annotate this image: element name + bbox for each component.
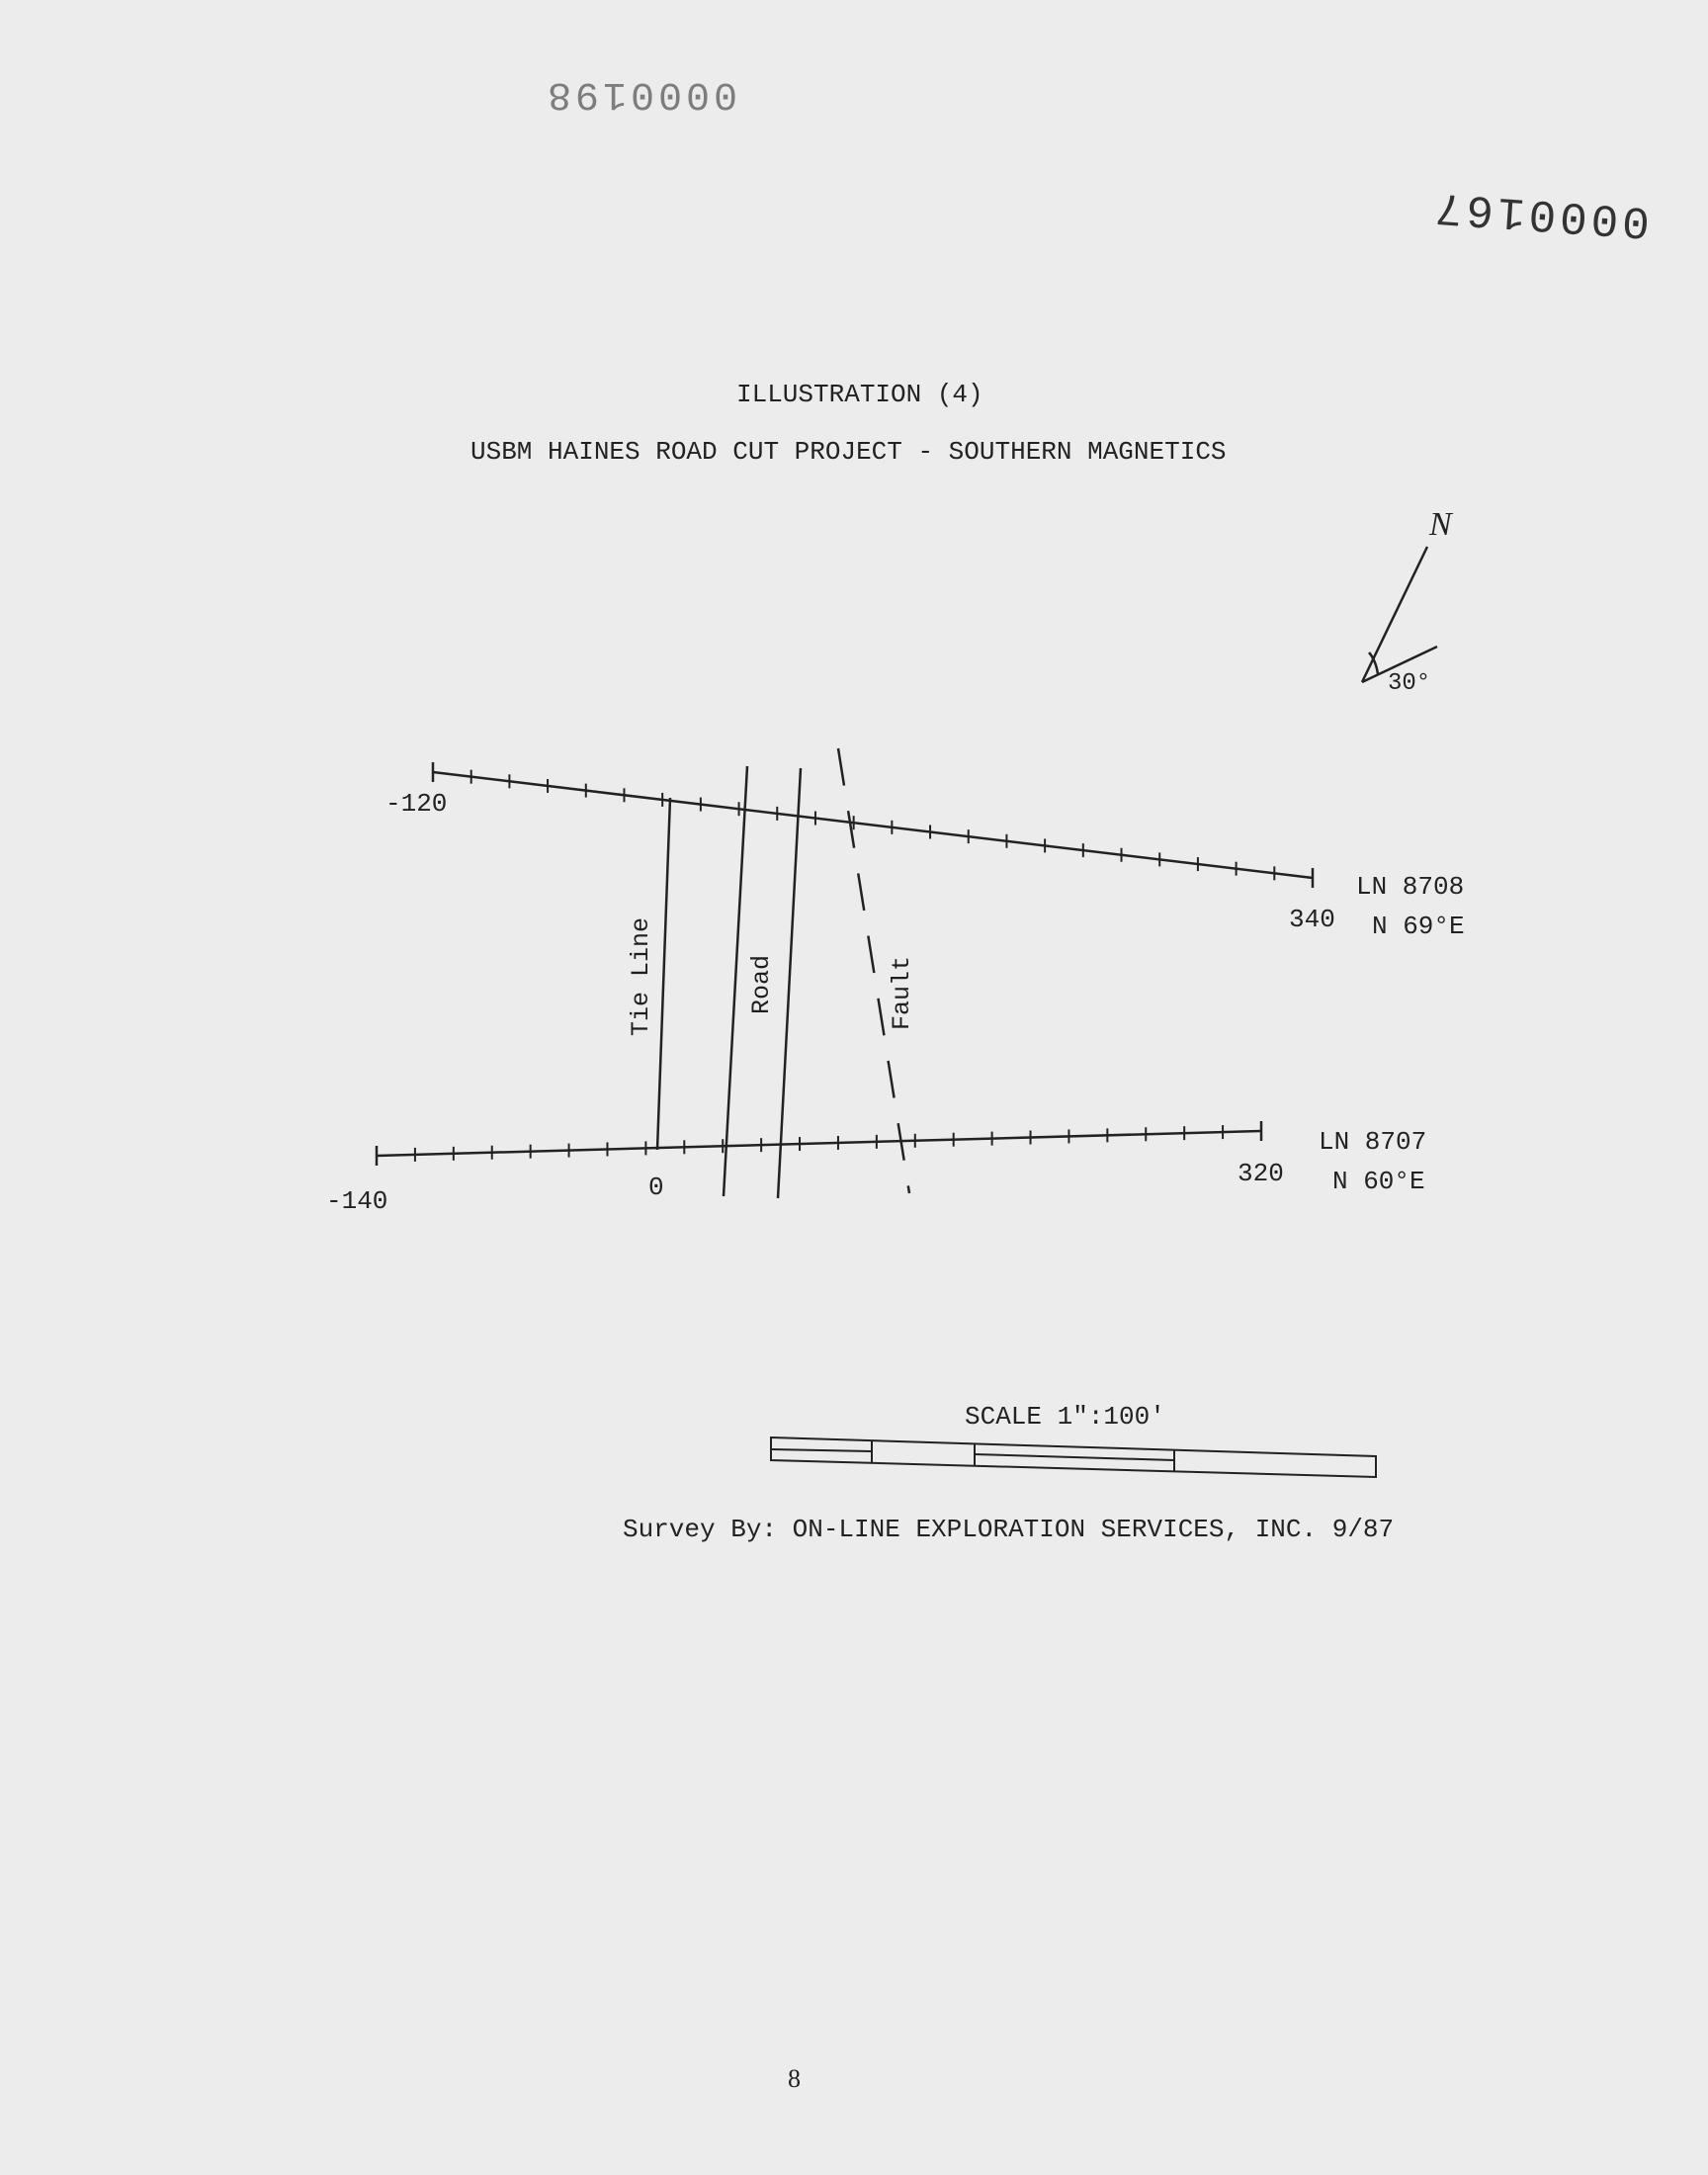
north-angle-label: 30°	[1388, 670, 1431, 697]
north-arrow-icon	[1362, 547, 1437, 682]
scale-bar	[771, 1437, 1376, 1477]
road-edge-right	[778, 768, 801, 1198]
ln8708-end-station: 340	[1289, 905, 1335, 934]
survey-line-8707	[377, 1121, 1261, 1166]
survey-line-8708	[433, 762, 1313, 888]
tie-line	[657, 798, 670, 1150]
survey-credit: Survey By: ON-LINE EXPLORATION SERVICES, INC. 9/87	[623, 1515, 1395, 1544]
north-label: N	[1429, 506, 1452, 543]
road-label: Road	[747, 954, 776, 1014]
ln8707-name: LN 8707	[1319, 1127, 1427, 1157]
stamp-number-right: 0000167	[1429, 180, 1652, 247]
tie-line-label: Tie Line	[627, 916, 655, 1036]
ln8707-bearing: N 60°E	[1332, 1167, 1425, 1196]
ln8708-start-station: -120	[385, 789, 448, 819]
fault-label: Fault	[888, 955, 916, 1030]
ln8707-start-station: -140	[326, 1186, 388, 1216]
ln8707-end-station: 320	[1238, 1159, 1284, 1188]
road-edge-left	[724, 766, 747, 1196]
project-subtitle: USBM HAINES ROAD CUT PROJECT - SOUTHERN MAGNETICS	[470, 437, 1227, 467]
ln8707-zero-station: 0	[648, 1173, 664, 1202]
ln8708-bearing: N 69°E	[1372, 912, 1465, 941]
illustration-title: ILLUSTRATION (4)	[736, 380, 983, 409]
ln8708-name: LN 8708	[1356, 872, 1465, 902]
page-number: 8	[788, 2064, 801, 2093]
stamp-number-top: 0000198	[544, 71, 738, 116]
scale-label: SCALE 1":100'	[965, 1402, 1165, 1432]
